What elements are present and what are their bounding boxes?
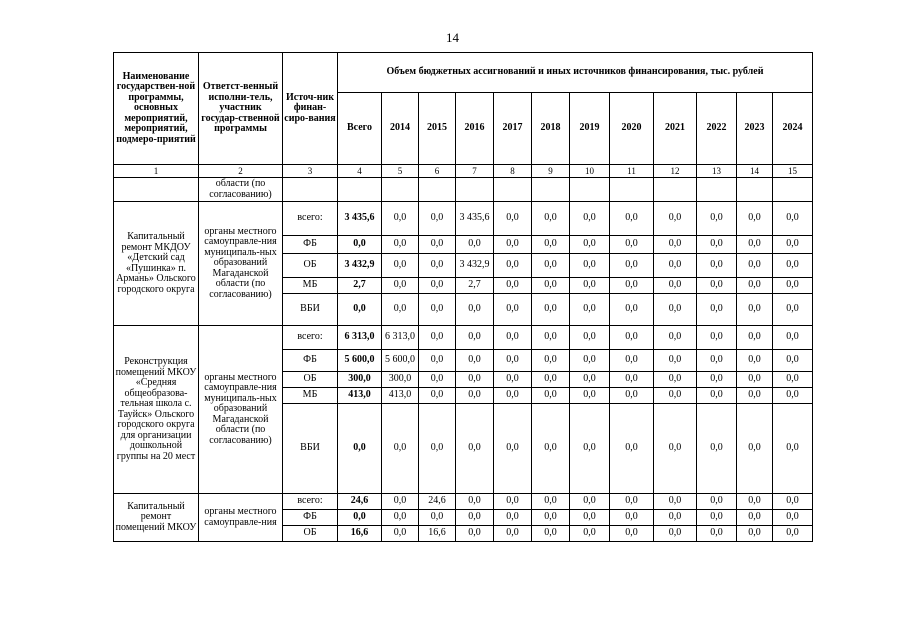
year-value-cell: 2,7 xyxy=(456,278,494,294)
year-value-cell: 0,0 xyxy=(697,294,737,326)
year-value-cell: 0,0 xyxy=(570,202,610,236)
column-number: 3 xyxy=(283,165,338,178)
year-value-cell: 0,0 xyxy=(419,350,456,372)
year-value-cell: 0,0 xyxy=(654,372,697,388)
year-value-cell: 0,0 xyxy=(610,278,654,294)
column-number: 14 xyxy=(737,165,773,178)
year-value-cell: 0,0 xyxy=(494,350,532,372)
continuation-row xyxy=(114,178,813,202)
column-number: 10 xyxy=(570,165,610,178)
year-value-cell: 0,0 xyxy=(532,494,570,510)
year-value-cell: 0,0 xyxy=(610,388,654,404)
column-number-row xyxy=(114,165,813,178)
header-funding-source: Источ-ник финан-сиро-вания xyxy=(283,53,338,165)
year-value-cell: 0,0 xyxy=(610,494,654,510)
year-value-cell: 0,0 xyxy=(654,526,697,542)
year-value-cell: 0,0 xyxy=(494,510,532,526)
year-value-cell: 0,0 xyxy=(494,388,532,404)
year-value-cell: 3 432,9 xyxy=(456,254,494,278)
year-value-cell: 0,0 xyxy=(382,294,419,326)
header-total: Всего xyxy=(338,93,382,165)
year-value-cell: 0,0 xyxy=(570,294,610,326)
year-value-cell: 0,0 xyxy=(697,350,737,372)
year-value-cell: 0,0 xyxy=(737,254,773,278)
year-value-cell: 0,0 xyxy=(697,326,737,350)
year-value-cell: 0,0 xyxy=(532,202,570,236)
year-value-cell: 0,0 xyxy=(532,254,570,278)
year-value-cell: 0,0 xyxy=(382,510,419,526)
year-value-cell: 0,0 xyxy=(494,202,532,236)
year-value-cell: 0,0 xyxy=(654,294,697,326)
funding-source-cell: всего: xyxy=(283,494,338,510)
year-value-cell: 0,0 xyxy=(654,350,697,372)
year-value-cell: 0,0 xyxy=(456,294,494,326)
year-value-cell: 0,0 xyxy=(610,372,654,388)
funding-source-cell: МБ xyxy=(283,278,338,294)
header-program-name: Наименование государствен-ной программы, основных мероприятий, мероприятий, подмеро-приятий xyxy=(114,53,199,165)
total-cell: 300,0 xyxy=(338,372,382,388)
year-value-cell: 0,0 xyxy=(419,236,456,254)
year-value-cell: 0,0 xyxy=(494,294,532,326)
header-year-2019: 2019 xyxy=(570,93,610,165)
page-number: 14 xyxy=(446,30,459,45)
year-value-cell: 0,0 xyxy=(610,254,654,278)
year-value-cell: 0,0 xyxy=(570,350,610,372)
year-value-cell: 0,0 xyxy=(456,510,494,526)
year-value-cell: 0,0 xyxy=(654,388,697,404)
year-value-cell: 0,0 xyxy=(737,236,773,254)
year-value-cell: 0,0 xyxy=(773,202,813,236)
budget-table xyxy=(113,52,813,542)
year-value-cell: 0,0 xyxy=(610,236,654,254)
total-cell: 0,0 xyxy=(338,294,382,326)
year-value-cell: 0,0 xyxy=(532,350,570,372)
year-value-cell: 0,0 xyxy=(570,494,610,510)
year-value-cell: 0,0 xyxy=(570,388,610,404)
year-value-cell: 0,0 xyxy=(773,526,813,542)
year-value-cell: 0,0 xyxy=(419,372,456,388)
year-value-cell: 0,0 xyxy=(456,388,494,404)
year-value-cell: 0,0 xyxy=(570,404,610,494)
year-value-cell: 0,0 xyxy=(737,404,773,494)
year-value-cell: 0,0 xyxy=(697,372,737,388)
year-value-cell: 0,0 xyxy=(494,326,532,350)
header-budget-volume: Объем бюджетных ассигнований и иных источников финансирования, тыс. рублей xyxy=(338,53,813,93)
funding-source-cell: всего: xyxy=(283,202,338,236)
year-value-cell: 0,0 xyxy=(697,254,737,278)
year-value-cell: 0,0 xyxy=(382,236,419,254)
year-value-cell: 0,0 xyxy=(654,494,697,510)
year-value-cell: 0,0 xyxy=(494,372,532,388)
column-number: 12 xyxy=(654,165,697,178)
year-value-cell: 0,0 xyxy=(773,404,813,494)
funding-source-cell: ОБ xyxy=(283,254,338,278)
year-value-cell: 0,0 xyxy=(532,326,570,350)
executor-cell: органы местного самоуправле-ния муниципаль-ных образований Магаданской области (по согласованию) xyxy=(199,326,283,494)
year-value-cell: 0,0 xyxy=(456,326,494,350)
year-value-cell: 6 313,0 xyxy=(382,326,419,350)
year-value-cell: 0,0 xyxy=(456,236,494,254)
year-value-cell: 0,0 xyxy=(456,372,494,388)
year-value-cell: 0,0 xyxy=(697,388,737,404)
column-number: 1 xyxy=(114,165,199,178)
column-number: 7 xyxy=(456,165,494,178)
year-value-cell: 0,0 xyxy=(610,326,654,350)
program-name-cell: Реконструкция помещений МКОУ «Средняя общеобразова-тельная школа с. Тауйск» Ольского городского округа для организации дошкольной группы на 20 мест xyxy=(114,326,199,494)
year-value-cell: 0,0 xyxy=(610,350,654,372)
year-value-cell: 0,0 xyxy=(570,372,610,388)
year-value-cell: 16,6 xyxy=(419,526,456,542)
year-value-cell: 24,6 xyxy=(419,494,456,510)
column-number: 15 xyxy=(773,165,813,178)
total-cell: 0,0 xyxy=(338,236,382,254)
year-value-cell: 0,0 xyxy=(773,510,813,526)
year-value-cell: 0,0 xyxy=(697,510,737,526)
year-value-cell: 0,0 xyxy=(456,404,494,494)
header-year-2015: 2015 xyxy=(419,93,456,165)
year-value-cell: 0,0 xyxy=(382,254,419,278)
year-value-cell: 0,0 xyxy=(494,494,532,510)
total-cell: 3 435,6 xyxy=(338,202,382,236)
column-number: 13 xyxy=(697,165,737,178)
header-year-2024: 2024 xyxy=(773,93,813,165)
year-value-cell: 0,0 xyxy=(773,326,813,350)
year-value-cell: 0,0 xyxy=(737,326,773,350)
year-value-cell: 0,0 xyxy=(532,372,570,388)
funding-source-cell: ОБ xyxy=(283,526,338,542)
year-value-cell: 0,0 xyxy=(456,350,494,372)
table-row xyxy=(114,326,813,350)
year-value-cell: 0,0 xyxy=(737,526,773,542)
column-number: 2 xyxy=(199,165,283,178)
funding-source-cell: ФБ xyxy=(283,510,338,526)
year-value-cell: 413,0 xyxy=(382,388,419,404)
year-value-cell: 0,0 xyxy=(737,494,773,510)
year-value-cell: 0,0 xyxy=(532,404,570,494)
year-value-cell: 0,0 xyxy=(654,254,697,278)
year-value-cell: 0,0 xyxy=(532,236,570,254)
column-number: 11 xyxy=(610,165,654,178)
year-value-cell: 0,0 xyxy=(773,294,813,326)
year-value-cell: 0,0 xyxy=(419,404,456,494)
continuation-executor: области (по согласованию) xyxy=(199,178,283,202)
column-number: 5 xyxy=(382,165,419,178)
header-year-2018: 2018 xyxy=(532,93,570,165)
header-year-2014: 2014 xyxy=(382,93,419,165)
total-cell: 24,6 xyxy=(338,494,382,510)
year-value-cell: 0,0 xyxy=(419,202,456,236)
year-value-cell: 0,0 xyxy=(419,510,456,526)
column-number: 4 xyxy=(338,165,382,178)
year-value-cell: 0,0 xyxy=(697,202,737,236)
year-value-cell: 0,0 xyxy=(532,278,570,294)
year-value-cell: 0,0 xyxy=(737,350,773,372)
year-value-cell: 0,0 xyxy=(773,278,813,294)
year-value-cell: 0,0 xyxy=(532,510,570,526)
executor-cell: органы местного самоуправле-ния муниципаль-ных образований Магаданской области (по согласованию) xyxy=(199,202,283,326)
year-value-cell: 0,0 xyxy=(532,526,570,542)
year-value-cell: 0,0 xyxy=(654,404,697,494)
year-value-cell: 0,0 xyxy=(570,254,610,278)
total-cell: 5 600,0 xyxy=(338,350,382,372)
year-value-cell: 0,0 xyxy=(570,326,610,350)
program-name-cell: Капитальный ремонт помещений МКОУ xyxy=(114,494,199,542)
year-value-cell: 0,0 xyxy=(494,278,532,294)
header-year-2022: 2022 xyxy=(697,93,737,165)
funding-source-cell: ВБИ xyxy=(283,294,338,326)
executor-cell: органы местного самоуправле-ния xyxy=(199,494,283,542)
year-value-cell: 0,0 xyxy=(456,526,494,542)
year-value-cell: 0,0 xyxy=(419,326,456,350)
year-value-cell: 300,0 xyxy=(382,372,419,388)
year-value-cell: 0,0 xyxy=(697,236,737,254)
year-value-cell: 0,0 xyxy=(697,404,737,494)
year-value-cell: 0,0 xyxy=(654,510,697,526)
funding-source-cell: ВБИ xyxy=(283,404,338,494)
year-value-cell: 0,0 xyxy=(737,278,773,294)
total-cell: 2,7 xyxy=(338,278,382,294)
funding-source-cell: МБ xyxy=(283,388,338,404)
header-year-2016: 2016 xyxy=(456,93,494,165)
year-value-cell: 0,0 xyxy=(737,510,773,526)
year-value-cell: 0,0 xyxy=(494,404,532,494)
year-value-cell: 0,0 xyxy=(382,526,419,542)
table-row xyxy=(114,494,813,510)
header-year-2023: 2023 xyxy=(737,93,773,165)
year-value-cell: 0,0 xyxy=(610,202,654,236)
year-value-cell: 0,0 xyxy=(737,388,773,404)
year-value-cell: 0,0 xyxy=(494,236,532,254)
year-value-cell: 0,0 xyxy=(419,254,456,278)
year-value-cell: 0,0 xyxy=(654,278,697,294)
year-value-cell: 0,0 xyxy=(737,294,773,326)
program-name-cell: Капитальный ремонт МКДОУ «Детский сад «Пушинка» п. Армань» Ольского городского округа xyxy=(114,202,199,326)
year-value-cell: 3 435,6 xyxy=(456,202,494,236)
total-cell: 16,6 xyxy=(338,526,382,542)
year-value-cell: 0,0 xyxy=(456,494,494,510)
year-value-cell: 0,0 xyxy=(697,494,737,510)
year-value-cell: 0,0 xyxy=(419,294,456,326)
total-cell: 3 432,9 xyxy=(338,254,382,278)
header-year-2020: 2020 xyxy=(610,93,654,165)
year-value-cell: 0,0 xyxy=(737,372,773,388)
year-value-cell: 0,0 xyxy=(610,526,654,542)
funding-source-cell: ОБ xyxy=(283,372,338,388)
header-year-2021: 2021 xyxy=(654,93,697,165)
total-cell: 413,0 xyxy=(338,388,382,404)
year-value-cell: 0,0 xyxy=(382,494,419,510)
total-cell: 0,0 xyxy=(338,510,382,526)
year-value-cell: 0,0 xyxy=(382,404,419,494)
funding-source-cell: всего: xyxy=(283,326,338,350)
year-value-cell: 0,0 xyxy=(610,510,654,526)
year-value-cell: 0,0 xyxy=(610,404,654,494)
year-value-cell: 5 600,0 xyxy=(382,350,419,372)
year-value-cell: 0,0 xyxy=(654,326,697,350)
year-value-cell: 0,0 xyxy=(419,278,456,294)
year-value-cell: 0,0 xyxy=(532,388,570,404)
year-value-cell: 0,0 xyxy=(697,526,737,542)
header-executor: Ответст-венный исполни-тель, участник государ-ственной программы xyxy=(199,53,283,165)
funding-source-cell: ФБ xyxy=(283,350,338,372)
year-value-cell: 0,0 xyxy=(494,254,532,278)
year-value-cell: 0,0 xyxy=(654,236,697,254)
year-value-cell: 0,0 xyxy=(532,294,570,326)
year-value-cell: 0,0 xyxy=(570,236,610,254)
year-value-cell: 0,0 xyxy=(419,388,456,404)
funding-source-cell: ФБ xyxy=(283,236,338,254)
column-number: 9 xyxy=(532,165,570,178)
year-value-cell: 0,0 xyxy=(737,202,773,236)
table-row xyxy=(114,202,813,236)
year-value-cell: 0,0 xyxy=(773,254,813,278)
year-value-cell: 0,0 xyxy=(773,350,813,372)
year-value-cell: 0,0 xyxy=(570,278,610,294)
year-value-cell: 0,0 xyxy=(773,388,813,404)
total-cell: 0,0 xyxy=(338,404,382,494)
year-value-cell: 0,0 xyxy=(773,494,813,510)
column-number: 8 xyxy=(494,165,532,178)
total-cell: 6 313,0 xyxy=(338,326,382,350)
header-year-2017: 2017 xyxy=(494,93,532,165)
year-value-cell: 0,0 xyxy=(610,294,654,326)
year-value-cell: 0,0 xyxy=(654,202,697,236)
year-value-cell: 0,0 xyxy=(697,278,737,294)
year-value-cell: 0,0 xyxy=(494,526,532,542)
column-number: 6 xyxy=(419,165,456,178)
year-value-cell: 0,0 xyxy=(570,526,610,542)
year-value-cell: 0,0 xyxy=(570,510,610,526)
year-value-cell: 0,0 xyxy=(382,202,419,236)
year-value-cell: 0,0 xyxy=(773,372,813,388)
year-value-cell: 0,0 xyxy=(382,278,419,294)
year-value-cell: 0,0 xyxy=(773,236,813,254)
